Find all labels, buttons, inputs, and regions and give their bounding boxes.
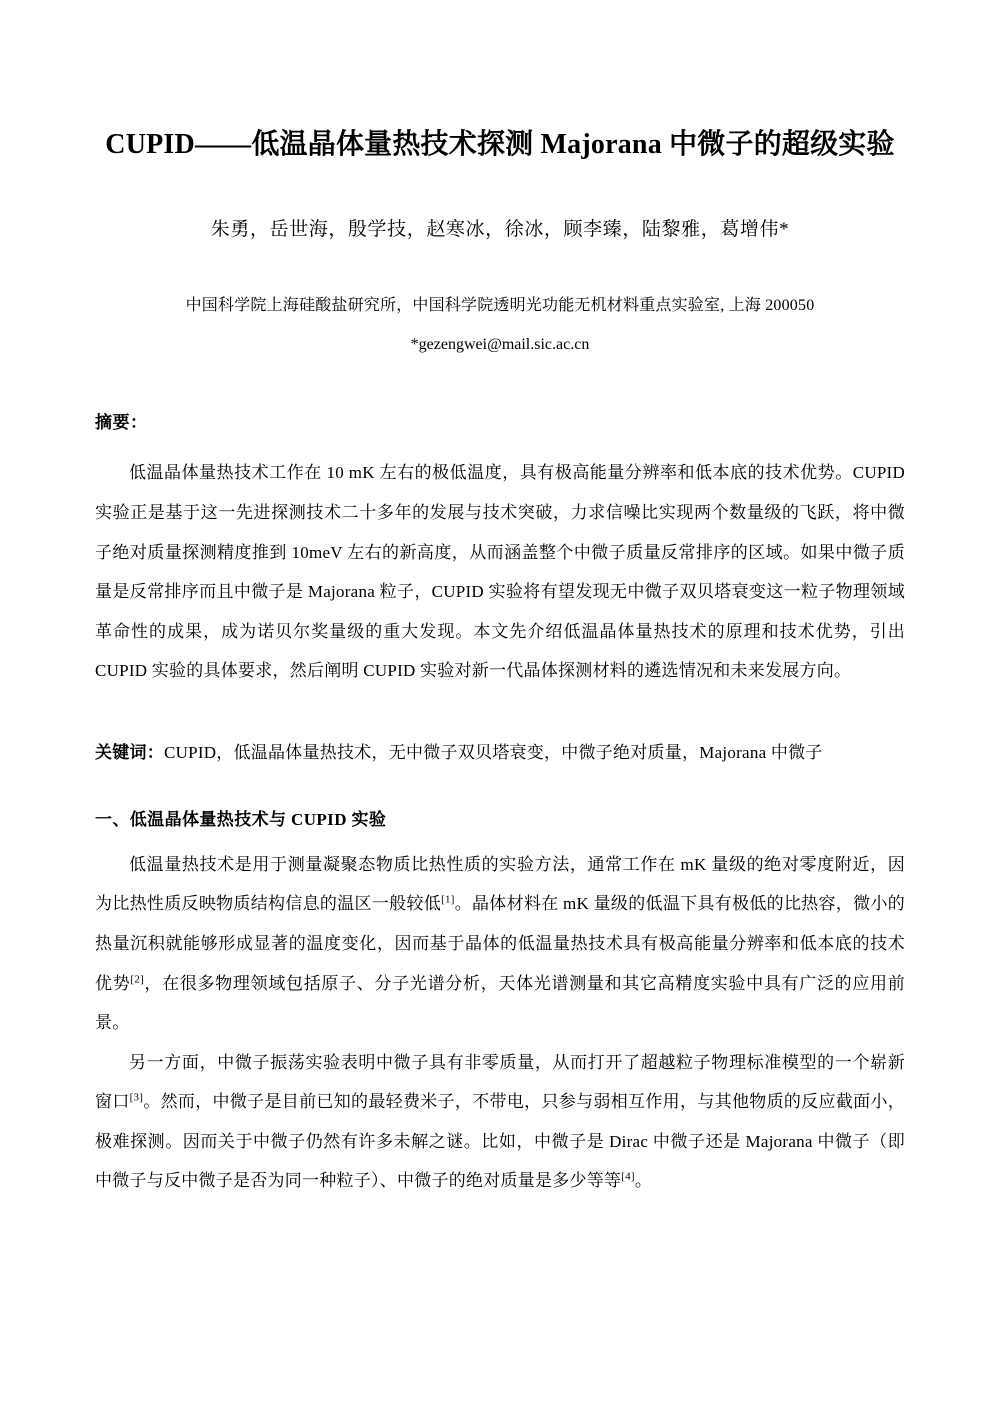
page-title: CUPID——低温晶体量热技术探测 Majorana 中微子的超级实验 [105,129,895,160]
paragraph-text-part: 。然而，中微子是目前已知的最轻费米子，不带电，只参与弱相互作用，与其他物质的反应截面小，极难探测。因而关于中微子仍然有许多未解之谜。比如，中微子是 Dirac 中微子还是 Majorana 中微子（即中微子与反中微子是否为同一种粒子）、中微子的绝对质量是多少等等 [95,1092,906,1191]
paragraph-text-part: 另一方面，中微子振荡实验表明中微子具有非零质量，从而打开了超越粒子物理标准模型的一个崭新窗口 [95,1052,905,1112]
paragraph-text-part: ，在很多物理领域包括原子、分子光谱分析，天体光谱测量和其它高精度实验中具有广泛的应用前景。 [95,973,906,1033]
keywords-line [95,691,905,773]
keywords-text: CUPID，低温晶体量热技术，无中微子双贝塔衰变，中微子绝对质量，Majorana 中微子 [164,742,823,762]
body-paragraph [95,833,905,1043]
author-list: 朱勇，岳世海，殷学技，赵寒冰，徐冰，顾李臻，陆黎雅，葛增伟* [210,218,790,240]
citation-reference: [4] [621,1170,635,1183]
section-heading-1: 一、低温晶体量热技术与 CUPID 实验 [95,809,387,829]
citation-reference: [3] [129,1091,144,1104]
keywords-label: 关键词： [95,742,164,762]
paragraph-text-part: 低温量热技术是用于测量凝聚态物质比热性质的实验方法，通常工作在 mK 量级的绝对零度附近，因为比热性质反映物质结构信息的温区一般较低 [95,854,905,914]
paragraph-text-part: 。 [634,1171,653,1191]
abstract-text: 低温晶体量热技术工作在 10 mK 左右的极低温度，具有极高能量分辨率和低本底的技术优势。CUPID 实验正是基于这一先进探测技术二十多年的发展与技术突破，力求信噪比实现两个数量级的飞跃，将中微子绝对质量探测精度推到 10meV 左右的新高度，从而涵盖整个中微子质量反常排序的区域。如果中微子质量是反常排序而且中微子是 Majorana 粒子，CUPID 实验将有望发现无中微子双贝塔衰变这一粒子物理领域革命性的成果，成为诺贝尔奖量级的重大发现。本文先介绍低温晶体量热技术的原理和技术优势，引出 CUPID 实验的具体要求，然后阐明 CUPID 实验对新一代晶体探测材料的遴选情况和未来发展方向。 [95,463,905,681]
body-paragraph [95,1043,905,1201]
abstract-label: 摘要： [95,412,148,432]
citation-reference: [2] [130,972,144,985]
citation-reference: [1] [441,893,455,906]
corresponding-email: *gezengwei@mail.sic.ac.cn [410,336,590,354]
affiliation-line: 中国科学院上海硅酸盐研究所，中国科学院透明光功能无机材料重点实验室, 上海 200050 [185,297,815,315]
paragraph-text-part: 。晶体材料在 mK 量级的低温下具有极低的比热容，微小的热量沉积就能够形成显著的温度变化，因而基于晶体的低温量热技术具有极高能量分辨率和低本底的技术优势 [95,894,906,993]
abstract-section [95,358,905,691]
